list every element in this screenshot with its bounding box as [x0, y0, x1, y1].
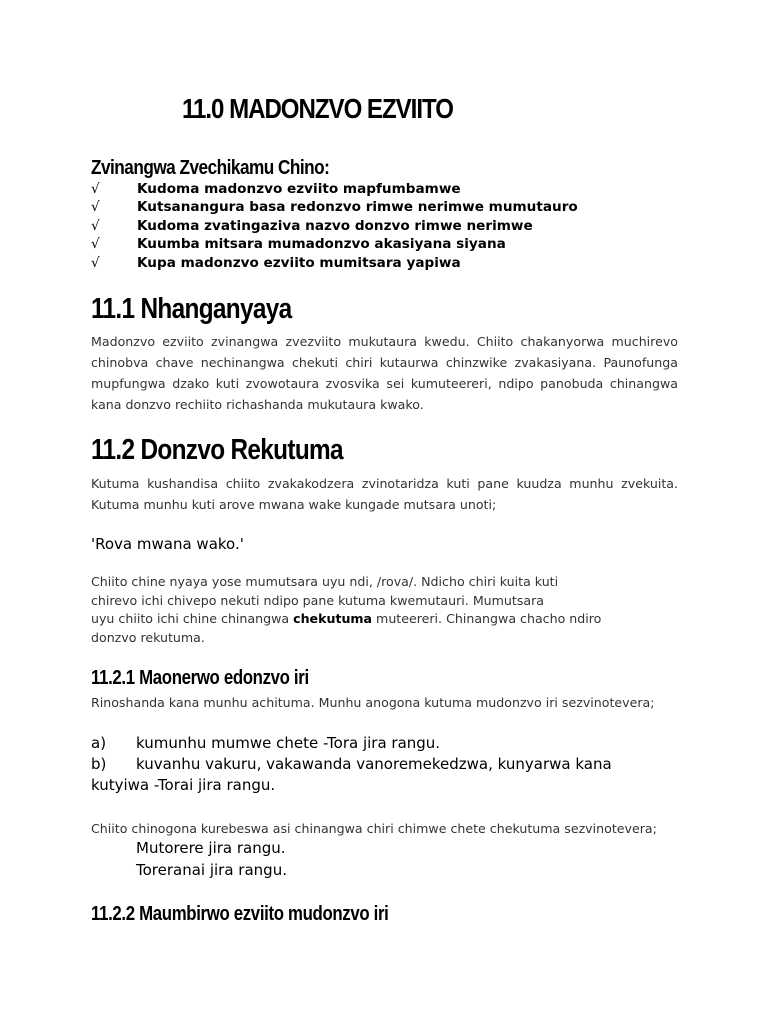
section-heading-11-2: 11.2 Donzvo Rekutuma: [91, 434, 343, 466]
explanation-line: [91, 610, 691, 629]
check-mark-icon: √: [91, 254, 100, 271]
example-continuation: kutyiwa -Torai jira rangu.: [91, 776, 276, 794]
intro-paragraph: Madonzvo ezviito zvinangwa zvezviito mukutaura kwedu. Chiito chakanyorwa muchirevo chinobva chave nechinangwa chekuti chiri kutaurwa chinzwike zvakasiyana. Paunofunga mupfungwa dzako kuti zvowotaura zvosvika sei kumuteereri, ndipo panobuda chinangwa kana donzvo rechiito richashanda mukutaura kwako.: [91, 334, 678, 412]
check-mark-icon: √: [91, 217, 100, 234]
explanation-line: Chiito chine nyaya yose mumutsara uyu ndi, /rova/. Ndicho chiri kuita kuti: [91, 574, 559, 589]
objective-item: [91, 235, 578, 253]
section-heading-11-2-1: 11.2.1 Maonerwo edonzvo iri: [91, 667, 309, 689]
page-title: 11.0 MADONZVO EZVIITO: [182, 93, 453, 124]
example-text: kuvanhu vakuru, vakawanda vanoremekedzwa, kunyarwa kana: [136, 755, 612, 773]
example-item: [91, 754, 612, 775]
objective-text: Kuumba mitsara mumadonzvo akasiyana siyana: [137, 236, 506, 253]
check-mark-icon: √: [91, 236, 100, 253]
usage-intro: [91, 694, 691, 713]
example-quote: 'Rova mwana wako.': [91, 535, 244, 553]
extension-note: [91, 820, 691, 839]
explanation-paragraph: [91, 573, 691, 647]
section-heading-11-1: 11.1 Nhanganyaya: [91, 293, 292, 325]
objectives-heading: Zvinangwa Zvechikamu Chino:: [91, 157, 330, 179]
objective-item: [91, 198, 578, 216]
emphasis-word: chekutuma: [293, 611, 373, 627]
explanation-line: chirevo ichi chivepo nekuti ndipo pane kutuma kwemutauri. Mumutsara: [91, 592, 545, 608]
extended-example: Mutorere jira rangu.: [136, 839, 286, 857]
example-item: [91, 733, 612, 754]
objective-item: [91, 254, 578, 272]
examples-list: [91, 733, 612, 796]
example-marker: a): [91, 734, 107, 752]
explanation-text: muteereri. Chinangwa chacho ndiro: [372, 611, 602, 627]
objective-item: [91, 217, 578, 235]
extended-examples: [136, 837, 287, 881]
donzvo-rekutuma-paragraph: Kutuma kushandisa chiito zvakakodzera zvinotaridza kuti pane kuudza munhu zvekuita. Kutuma munhu kuti arove mwana wake kungade mutsara unoti;: [91, 476, 678, 512]
check-mark-icon: √: [91, 181, 100, 197]
example-text: kumunhu mumwe chete -Tora jira rangu.: [136, 734, 441, 752]
objective-text: Kupa madonzvo ezviito mumitsara yapiwa: [137, 254, 461, 271]
extension-note-text: Chiito chinogona kurebeswa asi chinangwa chiri chimwe chete chekutuma sezvinotevera;: [91, 821, 657, 836]
example-marker: b): [91, 755, 107, 773]
objective-text: Kudoma zvatingaziva nazvo donzvo rimwe nerimwe: [137, 217, 533, 234]
explanation-line: donzvo rekutuma.: [91, 629, 205, 645]
usage-intro-text: Rinoshanda kana munhu achituma. Munhu anogona kutuma mudonzvo iri sezvinotevera;: [91, 695, 655, 710]
objective-text: Kutsanangura basa redonzvo rimwe nerimwe mumutauro: [137, 199, 578, 216]
objective-item: [91, 180, 578, 198]
objectives-list: [91, 180, 578, 272]
check-mark-icon: √: [91, 199, 100, 216]
objective-text: Kudoma madonzvo ezviito mapfumbamwe: [137, 181, 461, 197]
explanation-text: uyu chiito ichi chine chinangwa: [91, 611, 294, 627]
section-heading-11-2-2: 11.2.2 Maumbirwo ezviito mudonzvo iri: [91, 903, 389, 925]
extended-example: Toreranai jira rangu.: [136, 861, 287, 879]
